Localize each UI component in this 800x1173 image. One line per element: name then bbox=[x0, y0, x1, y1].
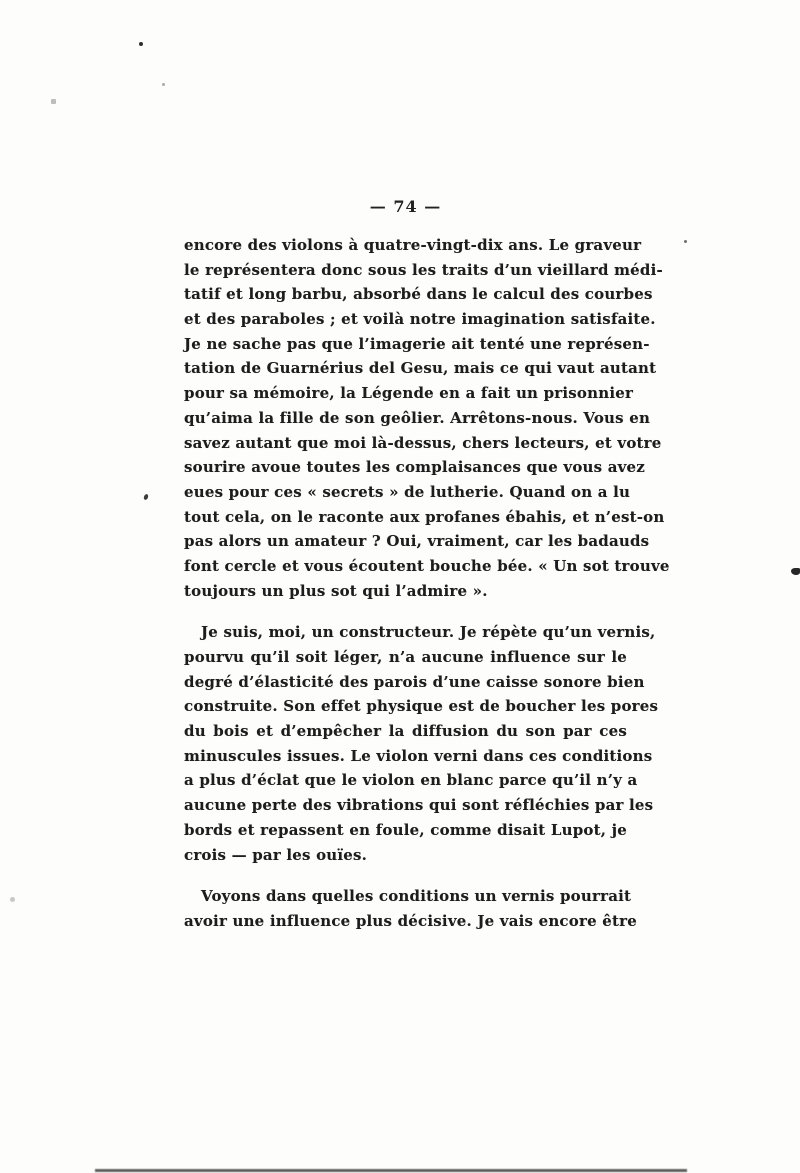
ink-speck bbox=[139, 42, 143, 46]
text-line: Je ne sache pas que l’imagerie ait tenté une représen- bbox=[184, 334, 650, 353]
text-line: font cercle et vous écoutent bouche bée. « Un sot trouve bbox=[184, 556, 670, 575]
text-block bbox=[184, 233, 670, 951]
page-number: — 74 — bbox=[369, 197, 442, 216]
paragraph bbox=[184, 884, 637, 933]
scan-shadow-line bbox=[95, 1169, 687, 1172]
text-line: bords et repassent en foule, comme disait Lupot, je bbox=[184, 820, 627, 839]
ink-speck bbox=[684, 240, 687, 243]
text-line: tation de Guarnérius del Gesu, mais ce qui vaut autant bbox=[184, 359, 657, 378]
text-line: pas alors un amateur ? Oui, vraiment, car les badauds bbox=[184, 532, 650, 551]
text-line: pour sa mémoire, la Légende en a fait un prisonnier bbox=[184, 384, 634, 403]
text-line: construite. Son effet physique est de boucher les pores bbox=[184, 697, 659, 716]
text-line: Je suis, moi, un constructeur. Je répète qu’un vernis, bbox=[201, 623, 656, 642]
text-line: tatif et long barbu, absorbé dans le calcul des courbes bbox=[184, 285, 653, 304]
text-line: qu’aima la fille de son geôlier. Arrêtons-nous. Vous en bbox=[184, 408, 651, 427]
text-line: a plus d’éclat que le violon en blanc parce qu’il n’y a bbox=[184, 771, 638, 790]
text-line: degré d’élasticité des parois d’une caisse sonore bien bbox=[184, 672, 645, 691]
ink-speck bbox=[51, 99, 56, 104]
text-line: du bois et d’empêcher la diffusion du son par ces bbox=[184, 722, 627, 741]
text-line: savez autant que moi là-dessus, chers lecteurs, et votre bbox=[184, 433, 662, 452]
text-line: eues pour ces « secrets » de lutherie. Quand on a lu bbox=[184, 482, 631, 501]
text-line: et des paraboles ; et voilà notre imagination satisfaite. bbox=[184, 310, 656, 329]
text-line: pourvu qu’il soit léger, n’a aucune influence sur le bbox=[184, 648, 627, 666]
text-line: Voyons dans quelles conditions un vernis pourrait bbox=[201, 887, 632, 906]
text-line: le représentera donc sous les traits d’un vieillard médi- bbox=[184, 260, 663, 279]
text-line: minuscules issues. Le violon verni dans ces conditions bbox=[184, 746, 653, 765]
text-line: sourire avoue toutes les complaisances que vous avez bbox=[184, 458, 646, 477]
text-line: aucune perte des vibrations qui sont réfléchies par les bbox=[184, 796, 654, 815]
ink-speck bbox=[143, 493, 149, 500]
ink-speck bbox=[791, 568, 800, 575]
text-line: encore des violons à quatre-vingt-dix ans. Le graveur bbox=[184, 236, 642, 254]
text-line: crois — par les ouïes. bbox=[184, 845, 368, 864]
text-line: toujours un plus sot qui l’admire ». bbox=[184, 581, 488, 600]
paragraph bbox=[184, 233, 670, 603]
ink-speck bbox=[162, 83, 165, 86]
text-line: tout cela, on le raconte aux profanes ébahis, et n’est-on bbox=[184, 507, 665, 526]
ink-speck bbox=[10, 897, 15, 902]
paragraph bbox=[184, 620, 659, 867]
text-line: avoir une influence plus décisive. Je vais encore être bbox=[184, 911, 637, 930]
